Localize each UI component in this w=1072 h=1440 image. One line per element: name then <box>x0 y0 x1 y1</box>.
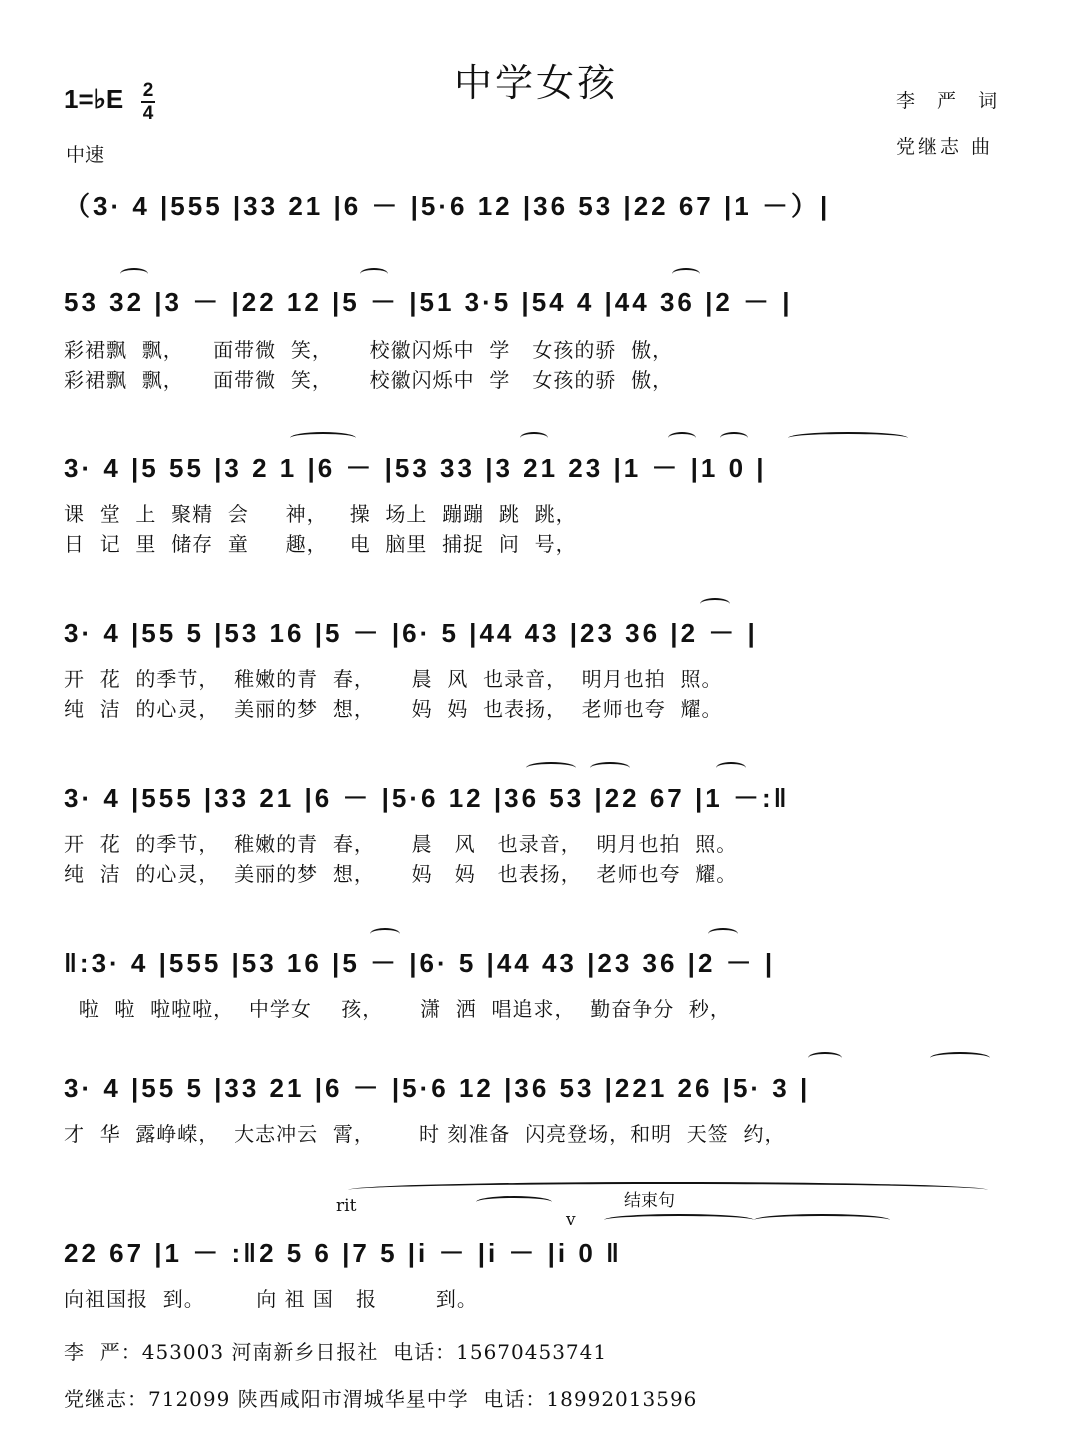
notation-row-2: 53 32 |3 － |22 12 |5 － |51 3·5 |54 4 |44 36 |2 － | <box>64 287 793 317</box>
lyric-row-2-verse-1: 彩裙飘 飘， 面带微 笑， 校徽闪烁中 学 女孩的骄 傲， <box>64 338 674 362</box>
slur-arc <box>520 432 548 444</box>
slur-arc <box>120 268 148 280</box>
time-signature <box>140 80 156 124</box>
phrase-arc <box>348 1182 988 1198</box>
notation-row-8: 22 67 |1 － :‖2 5 6 |7 5 |i － |i － |i 0 ‖ <box>64 1238 622 1268</box>
slur-arc <box>930 1052 990 1064</box>
lyric-row-2-verse-2: 彩裙飘 飘， 面带微 笑， 校徽闪烁中 学 女孩的骄 傲， <box>64 368 674 392</box>
lyric-row-5-verse-2: 纯 洁 的心灵， 美丽的梦 想， 妈 妈 也表扬， 老师也夸 耀。 <box>64 862 738 886</box>
lyricist-credit: 李 严 词 <box>896 90 1006 112</box>
notation-row-5: 3· 4 |555 |33 21 |6 － |5·6 12 |36 53 |22 67 |1 －:‖ <box>64 783 790 813</box>
slur-arc <box>708 928 738 940</box>
tempo-marking: 中速 <box>66 144 105 166</box>
slur-arc <box>290 432 356 444</box>
lyric-row-4-verse-1: 开 花 的季节， 稚嫩的青 春， 晨 风 也录音， 明月也拍 照。 <box>64 667 723 691</box>
breath-mark: v <box>566 1210 576 1230</box>
slur-arc <box>754 1214 890 1226</box>
notation-row-3: 3· 4 |5 55 |3 2 1 |6 － |53 33 |3 21 23 |1 － |1 0 | <box>64 453 767 483</box>
notation-row-7: 3· 4 |55 5 |33 21 |6 － |5·6 12 |36 53 |221 26 |5· 3 | <box>64 1073 811 1103</box>
slur-arc <box>700 598 730 610</box>
slur-arc <box>604 1214 754 1226</box>
lyric-row-5-verse-1: 开 花 的季节， 稚嫩的青 春， 晨 风 也录音， 明月也拍 照。 <box>64 832 738 856</box>
lyric-row-8: 向祖国报 到。 向 祖 国 报 到。 <box>64 1287 478 1311</box>
slur-arc <box>672 268 700 280</box>
ending-marking: 结束句 <box>624 1191 675 1211</box>
key-signature: 1=♭E <box>64 84 124 114</box>
notation-row-6: ‖:3· 4 |555 |53 16 |5 － |6· 5 |44 43 |23 36 |2 － | <box>64 948 776 978</box>
slur-arc <box>526 762 576 774</box>
slur-arc <box>370 928 400 940</box>
slur-arc <box>808 1052 842 1064</box>
song-title: 中学女孩 <box>453 61 618 105</box>
slur-arc <box>668 432 696 444</box>
time-signature-top: 2 <box>142 80 154 101</box>
slur-arc <box>788 432 908 444</box>
lyric-row-3-verse-2: 日 记 里 储存 童 趣， 电 脑里 捕捉 问 号， <box>64 532 577 556</box>
notation-row-1: （3· 4 |555 |33 21 |6 － |5·6 12 |36 53 |22 67 |1 －）| <box>64 191 831 221</box>
time-signature-bottom: 4 <box>142 103 154 124</box>
lyric-row-4-verse-2: 纯 洁 的心灵， 美丽的梦 想， 妈 妈 也表扬， 老师也夸 耀。 <box>64 697 723 721</box>
rit-marking: rit <box>336 1196 357 1216</box>
contact-composer: 党继志：712099 陕西咸阳市渭城华星中学 电话：18992013596 <box>64 1387 698 1411</box>
composer-credit: 党继志 曲 <box>896 136 994 158</box>
slur-arc <box>720 432 748 444</box>
slur-arc <box>716 762 746 774</box>
slur-arc <box>590 762 630 774</box>
contact-lyricist: 李 严：453003 河南新乡日报社 电话：15670453741 <box>64 1340 608 1364</box>
slur-arc <box>360 268 388 280</box>
notation-row-4: 3· 4 |55 5 |53 16 |5 － |6· 5 |44 43 |23 36 |2 － | <box>64 618 758 648</box>
lyric-row-3-verse-1: 课 堂 上 聚精 会 神， 操 场上 蹦蹦 跳 跳， <box>64 502 577 526</box>
lyric-row-7: 才 华 露峥嵘， 大志冲云 霄， 时 刻准备 闪亮登场，和明 天签 约， <box>64 1122 786 1146</box>
lyric-row-6: 啦 啦 啦啦啦， 中学女 孩， 潇 洒 唱追求， 勤奋争分 秒， <box>64 997 731 1021</box>
